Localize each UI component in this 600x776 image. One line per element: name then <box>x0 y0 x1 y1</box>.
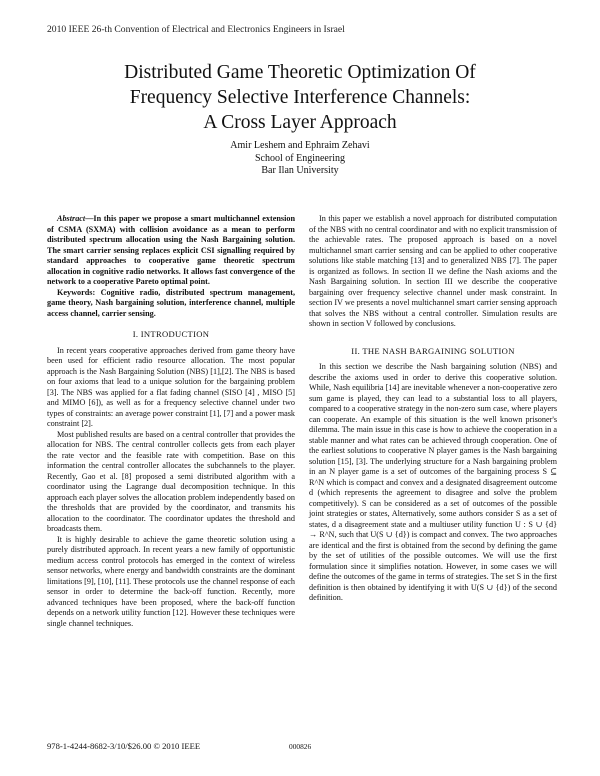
abstract-lead: Abstract <box>57 214 86 223</box>
intro-paragraph-3: It is highly desirable to achieve the game theoretic solution using a purely distributed approach. In recent years a new family of opportunistic medium access control protocols has emerged in the context of wireless sensor networks, where energy and bandwidth constraints are the dominant limitations [9], [10], [11]. These protocols use the channel response of each sensor in order to determine the back-off function. Recently, more advanced techniques have been proposed, where the back-off function depends on a network utility function [12]. However these techniques were single channel techniques. <box>47 534 295 628</box>
intro-paragraph-4: In this paper we establish a novel approach for distributed computation of the NBS with no central coordinator and with no explicit transmission of the achievable rates. The proposed approach is based on a novel multichannel smart carrier sensing and can be applied to other cooperative solutions like stable matching [13] and to generalized NBS [7]. The paper is organized as follows. In section II we define the Nash axioms and the Nash Bargaining solution. In section III we describe the cooperative bargaining over frequency selective channel under mask constraint. In section IV we presents a novel multichannel smart carrier sensing approach that solves the NBS without a central controller. Simulation results are shown in section V followed by conclusions. <box>309 214 557 328</box>
abstract-paragraph <box>47 214 295 288</box>
intro-paragraph-2: Most published results are based on a central controller that provides the allocation for NBS. The central controller collects gets from each player the rate vector and the feasible rate with competition. Base on this information the central controller allocates the subchannels to the player. Recently, Gao et al. [8] proposed a semi distributed algorithm with a coordinator using the Lagrange dual decomposition technique. In this approach each player solves the allocation problem independently based on the thresholds that are provided by the coordinator, and transmits his allocation to the coordinator. The coordinator updates the threshold and broadcasts them. <box>47 429 295 533</box>
title-line-2: Frequency Selective Interference Channels: <box>129 87 471 108</box>
footer-isbn: 978-1-4244-8682-3/10/$26.00 © 2010 IEEE <box>47 741 201 751</box>
abstract-text: —In this paper we propose a smart multichannel extension of CSMA (SXMA) with collision avoidance as a mean to perform distributed spectrum allocation using the Nash Bargaining solution. The smart carrier sensing replaces explicit CSI signalling required by standard approaches to cooperative game theoretic spectrum allocation in cognitive radio networks. It allows fast convergence of the network to a cooperative Pareto optimal point. <box>47 214 295 286</box>
author-names: Amir Leshem and Ephraim Zehavi <box>230 140 370 151</box>
conference-header: 2010 IEEE 26-th Convention of Electrical and Electronics Engineers in Israel <box>47 24 345 35</box>
intro-paragraph-1: In recent years cooperative approaches derived from game theory have been used for efficient radio resource allocation. The most popular approach is the Nash Bargaining Solution (NBS) [1],[2]. The NBS is based on four axioms that lead to a unique solution for the bargaining problem [3]. The NBS was applied for a flat fading channel (SISO [4] , MISO [5] and MIMO [6]), as well as for a frequency selective channel under two types of constraints: an average power constraint [1], [7] and a power mask constraint [2]. <box>47 345 295 428</box>
title-line-3: A Cross Layer Approach <box>203 112 397 133</box>
left-column <box>47 214 295 629</box>
section-heading-introduction: I. INTRODUCTION <box>132 329 210 339</box>
author-department: School of Engineering <box>255 152 345 164</box>
author-university: Bar Ilan University <box>261 165 339 177</box>
keywords-paragraph: Keywords: Cognitive radio, distributed spectrum management, game theory, Nash bargaining solution, interference channel, multiple access channel, carrier sensing. <box>47 287 295 318</box>
footer-page-number: 000826 <box>289 742 312 751</box>
author-block <box>150 140 450 178</box>
nash-paragraph-1: In this section we describe the Nash bargaining solution (NBS) and describe the axioms used in order to derive this cooperative solution. While, Nash equilibria [14] are inevitable whenever a non-cooperative zero sum game is played, they can lead to a substantial loss to all players, compared to a cooperative strategy in the non-zero sum case, where players can cooperate. An example of this situation is the well known prisoner's dilemma. The main issue in this case is how to achieve the cooperation in a stable manner and what rates can be achieved through cooperation. One of the earliest solutions to cooperative N player games is the Nash bargaining solution [15], [3]. The underlying structure for a Nash bargaining problem in an N player game is a set of outcomes of the bargaining process S ⊆ R^N which is compact and convex and a designated disagreement outcome d (which represents the agreement to disagree and solve the problem competitively). S can be considered as a set of outcomes of the possible joint strategies or states, Alternatively, some authors consider S as a set of states, d a disagreement state and a multiuser utility function U : S ∪ {d} → R^N, such that U(S ∪ {d}) is compact and convex. The two approaches are identical and the first is obtained from the second by defining the game by the set of utilities of the possible outcomes. We will use the first formulation since it simplifies notation. However, in some cases we will define the outcomes of the game in terms of strategies. The set S in the first definition is then obtained by identifying it with U(S ∪ {d}) of the second definition. <box>309 362 557 602</box>
title-line-1: Distributed Game Theoretic Optimization Of <box>124 62 476 83</box>
right-column <box>309 214 557 604</box>
section-heading-nash: II. THE NASH BARGAINING SOLUTION <box>351 345 515 356</box>
paper-title <box>40 60 560 135</box>
